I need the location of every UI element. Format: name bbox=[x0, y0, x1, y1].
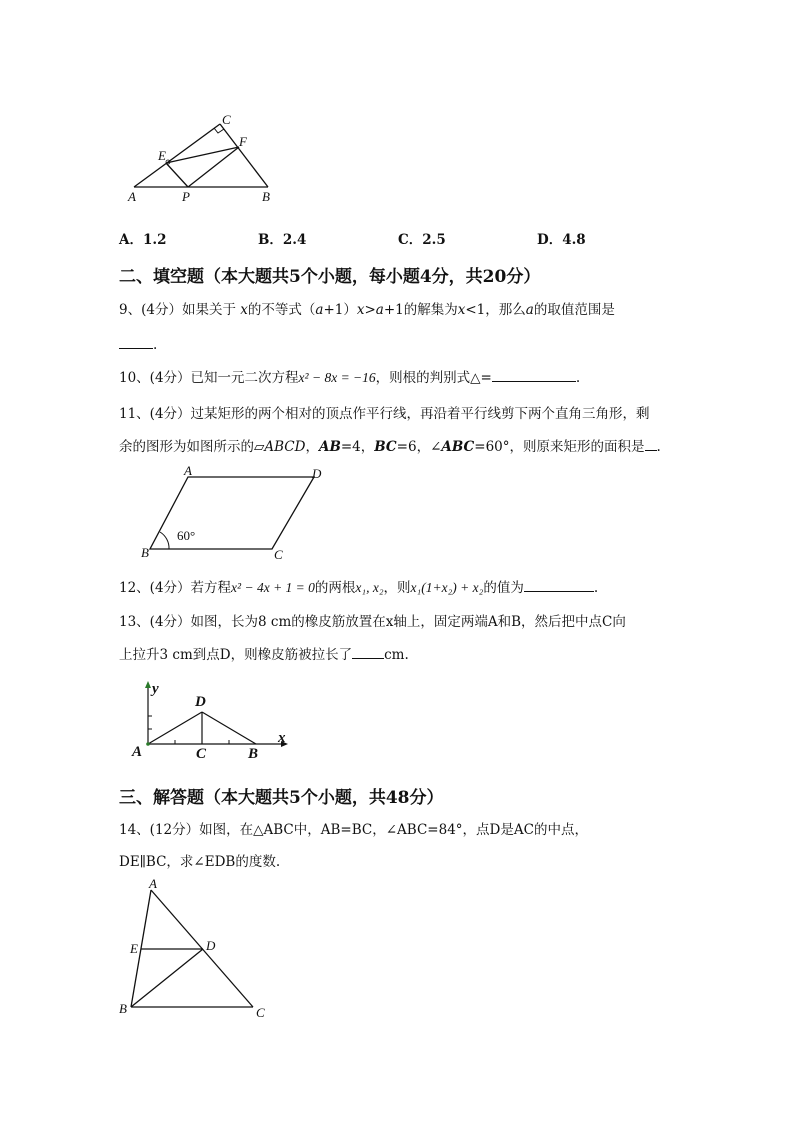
angle-label: 60° bbox=[177, 528, 196, 543]
q12-text-4: 的值为 bbox=[483, 580, 524, 596]
q9-gt: > bbox=[364, 302, 376, 318]
label-d: D bbox=[312, 466, 322, 481]
label-e: E bbox=[130, 941, 138, 956]
q9-var-x2: x bbox=[356, 302, 365, 318]
label-d: D bbox=[195, 694, 206, 710]
q10-text-2: ，则根的判别式△= bbox=[375, 370, 492, 386]
option-a[interactable]: A．1.2 bbox=[119, 232, 167, 248]
section-title-fill-in: 二、填空题（本大题共5个小题，每小题4分，共20分） bbox=[119, 267, 541, 287]
q9-var-a3: a bbox=[525, 302, 534, 318]
q13-text: 上拉升3 cm到点D，则橡皮筋被拉长了 bbox=[119, 647, 353, 663]
q11-end: . bbox=[656, 439, 661, 455]
figure-rubber-band-axes bbox=[128, 678, 293, 763]
q12-text-3: ，则 bbox=[383, 580, 411, 596]
q13-text-2: cm. bbox=[384, 647, 409, 663]
q12-roots: x₁, x₂ bbox=[355, 580, 384, 595]
label-e: E bbox=[158, 148, 166, 163]
label-d: D bbox=[206, 938, 216, 953]
label-c: C bbox=[222, 112, 231, 127]
label-a: A bbox=[149, 876, 157, 891]
label-c: C bbox=[274, 547, 283, 562]
question-10 bbox=[119, 367, 580, 388]
option-d[interactable]: D．4.8 bbox=[537, 232, 586, 248]
q11-ab: AB bbox=[318, 439, 341, 455]
question-13-line-2 bbox=[119, 644, 409, 665]
q11-text-3: =6，∠ bbox=[396, 439, 442, 455]
q11-text-2: =4， bbox=[340, 439, 375, 455]
label-c: C bbox=[196, 746, 207, 762]
figure-triangle-efp bbox=[118, 110, 288, 205]
section-title-answer: 三、解答题（本大题共5个小题，共48分） bbox=[119, 788, 444, 808]
option-b[interactable]: B．2.4 bbox=[258, 232, 307, 248]
label-y: y bbox=[152, 681, 159, 697]
option-c[interactable]: C．2.5 bbox=[398, 232, 446, 248]
label-c: C bbox=[256, 1005, 265, 1020]
label-x: x bbox=[278, 730, 286, 746]
q12-text-2: 的两根 bbox=[314, 580, 356, 596]
q11-abcd: ABCD bbox=[264, 439, 306, 455]
q9-var-a: a bbox=[315, 302, 324, 318]
q9-text-3: +1） bbox=[323, 302, 357, 318]
q9-end: . bbox=[153, 337, 158, 353]
q9-text-6: 的取值范围是 bbox=[533, 302, 615, 318]
q12-answer-blank[interactable] bbox=[524, 577, 594, 592]
q9-answer-blank[interactable] bbox=[119, 334, 153, 349]
question-14-line-1: 14、(12分）如图，在△ABC中，AB=BC，∠ABC=84°，点D是AC的中点， bbox=[119, 822, 588, 838]
q13-answer-blank[interactable] bbox=[352, 644, 384, 659]
question-12 bbox=[119, 577, 598, 598]
q11-bc: BC bbox=[374, 439, 397, 455]
figure-parallelogram bbox=[138, 463, 338, 563]
question-9 bbox=[119, 300, 615, 320]
q11-comma: ， bbox=[305, 439, 319, 455]
question-9-answer-line bbox=[119, 334, 157, 355]
label-b: B bbox=[248, 746, 259, 762]
label-b: B bbox=[141, 545, 149, 560]
figure-triangle-abc bbox=[115, 874, 275, 1024]
question-13-line-1: 13、(4分）如图，长为8 cm的橡皮筋放置在x轴上，固定两端A和B，然后把中点C向 bbox=[119, 614, 626, 630]
label-b: B bbox=[119, 1001, 127, 1016]
label-a: A bbox=[132, 744, 143, 760]
q10-end: . bbox=[575, 370, 581, 386]
question-11-line-2 bbox=[119, 436, 661, 457]
q9-var-x: x bbox=[240, 302, 248, 318]
q9-text: 9、(4分）如果关于 bbox=[119, 302, 236, 318]
q9-var-a2: a bbox=[375, 302, 384, 318]
label-a: A bbox=[184, 463, 192, 478]
q12-end: . bbox=[593, 580, 599, 596]
q9-text-4: +1的解集为 bbox=[383, 302, 458, 318]
q10-answer-blank[interactable] bbox=[492, 367, 576, 382]
question-11-line-1: 11、(4分）过某矩形的两个相对的顶点作平行线，再沿着平行线剪下两个直角三角形，剩 bbox=[119, 406, 650, 422]
question-14-line-2: DE∥BC，求∠EDB的度数. bbox=[119, 854, 281, 870]
q9-text-5: <1，那么 bbox=[465, 302, 526, 318]
label-f: F bbox=[239, 134, 247, 149]
q12-expression: x₁(1+x₂) + x₂ bbox=[410, 580, 484, 595]
q11-text-4: =60°，则原来矩形的面积是 bbox=[474, 439, 645, 455]
q9-var-x3: x bbox=[457, 302, 466, 318]
label-p: P bbox=[182, 189, 190, 204]
q12-text: 12、(4分）若方程 bbox=[119, 580, 232, 596]
label-b: B bbox=[262, 189, 270, 204]
q11-answer-blank[interactable] bbox=[645, 436, 657, 451]
q11-abc: ABC bbox=[441, 439, 475, 455]
label-a: A bbox=[128, 189, 136, 204]
q10-text: 10、(4分）已知一元二次方程 bbox=[119, 370, 299, 386]
q11-text: 余的图形为如图所示的▱ bbox=[119, 439, 265, 455]
q12-equation: x² − 4x + 1 = 0 bbox=[231, 580, 315, 595]
q10-equation: x² − 8x = −16 bbox=[298, 370, 376, 385]
q9-text-2: 的不等式（ bbox=[247, 302, 316, 318]
